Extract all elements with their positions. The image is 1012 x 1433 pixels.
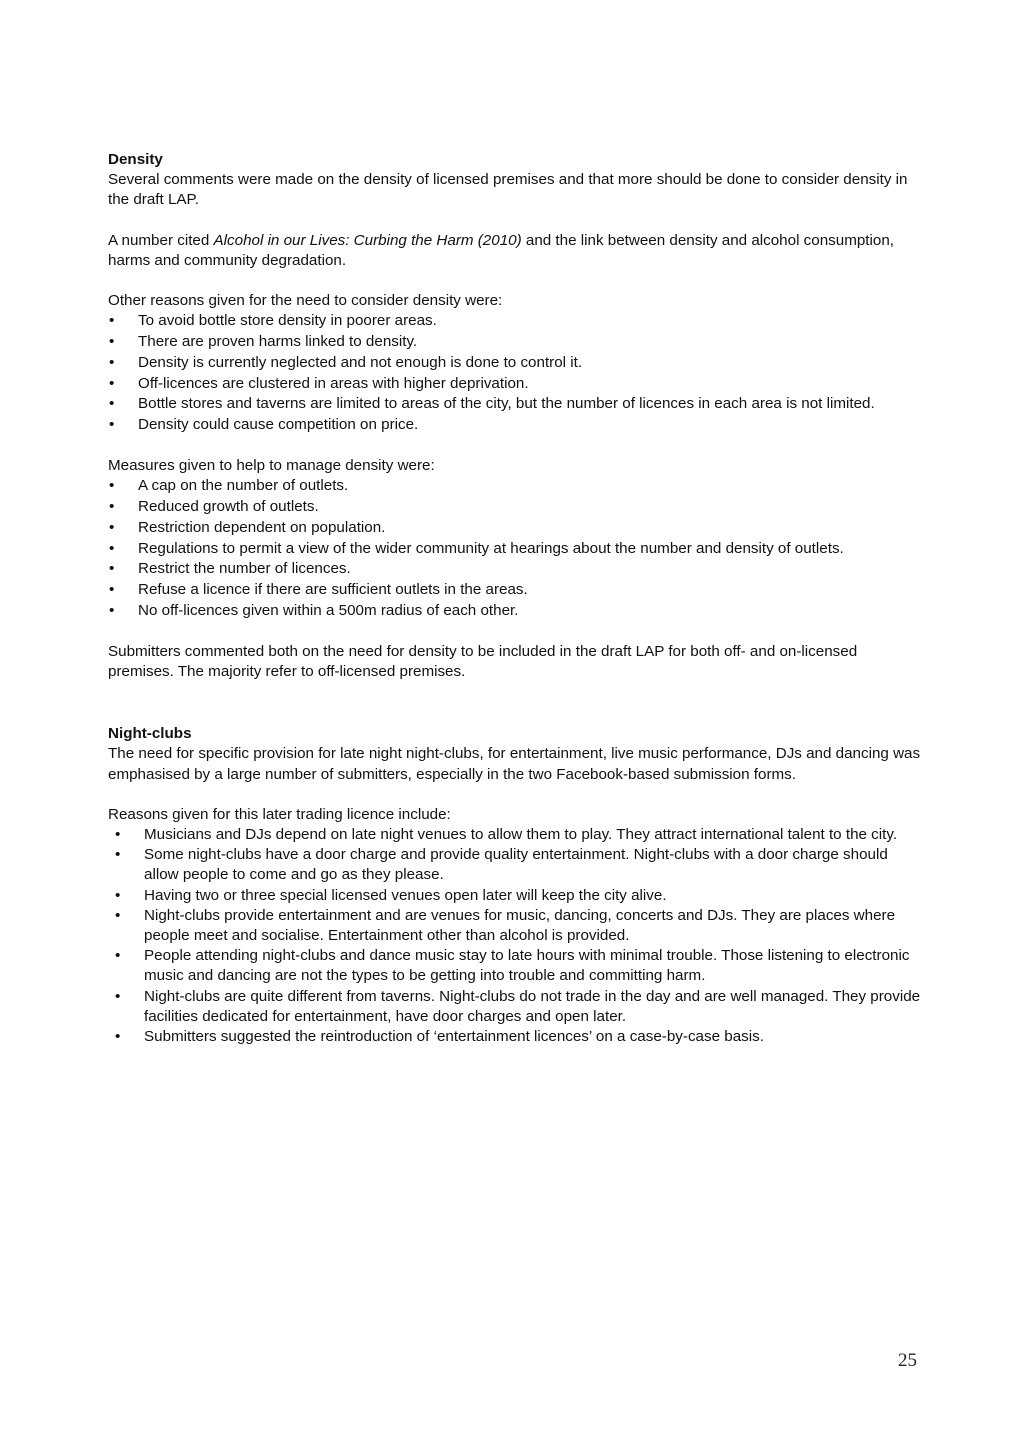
density-closing: Submitters commented both on the need for density to be included in the draft LAP for both off- and on-licensed premises. The majority refer to off-licensed premises. — [108, 642, 858, 680]
list-item: • Musicians and DJs depend on late night venues to allow them to play. They attract international talent to the city. — [108, 825, 923, 845]
list-item: • Bottle stores and taverns are limited to areas of the city, but the number of licences in each area is not limited. — [108, 394, 923, 414]
list-item: • Night-clubs provide entertainment and are venues for music, dancing, concerts and DJs. They are places where people meet and socialise. Entertainment other than alcohol is provided. — [108, 906, 923, 946]
citation-suffix: and the link between density and alcohol consumption, harms and community degradation. — [108, 231, 894, 269]
list-item: • Off-licences are clustered in areas with higher deprivation. — [108, 374, 923, 394]
citation-title: Alcohol in our Lives: Curbing the Harm (2010) — [213, 231, 522, 249]
list-item: • Restriction dependent on population. — [108, 518, 923, 538]
list-item: • Regulations to permit a view of the wider community at hearings about the number and density of outlets. — [108, 539, 923, 559]
list-item: • Having two or three special licensed venues open later will keep the city alive. — [108, 886, 923, 906]
page-number: 25 — [898, 1350, 917, 1371]
list-item: • There are proven harms linked to density. — [108, 332, 923, 352]
list-item: • Night-clubs are quite different from taverns. Night-clubs do not trade in the day and are well managed. They provide facilities dedicated for entertainment, have door charges and open later. — [108, 987, 923, 1027]
density-reasons-list — [108, 311, 923, 435]
list-item: • Density could cause competition on price. — [108, 415, 923, 435]
citation-prefix: A number cited — [108, 231, 214, 249]
density-citation — [108, 231, 923, 271]
list-item: • Reduced growth of outlets. — [108, 497, 923, 517]
list-item: • People attending night-clubs and dance music stay to late hours with minimal trouble. Those listening to electronic music and dancing are not the types to be getting into trouble and committing harm. — [108, 946, 923, 986]
nightclubs-reasons-list — [108, 825, 923, 1047]
density-reasons-intro: Other reasons given for the need to consider density were: — [108, 292, 503, 310]
density-measures-list — [108, 476, 923, 621]
list-item: • Density is currently neglected and not enough is done to control it. — [108, 353, 923, 373]
density-heading: Density — [108, 151, 163, 168]
density-measures-intro: Measures given to help to manage density were: — [108, 457, 435, 474]
list-item: • Restrict the number of licences. — [108, 559, 923, 579]
list-item: • No off-licences given within a 500m radius of each other. — [108, 601, 923, 621]
nightclubs-intro: The need for specific provision for late night night-clubs, for entertainment, live music performance, DJs and dancing was emphasised by a large number of submitters, especially in the two Facebook-based submission forms. — [108, 745, 921, 783]
density-intro: Several comments were made on the density of licensed premises and that more should be done to consider density in the draft LAP. — [108, 171, 908, 209]
document-page — [108, 150, 923, 1047]
list-item: • Refuse a licence if there are sufficient outlets in the areas. — [108, 580, 923, 600]
nightclubs-heading: Night-clubs — [108, 725, 192, 743]
list-item: • Submitters suggested the reintroduction of ‘entertainment licences’ on a case-by-case basis. — [108, 1027, 923, 1047]
list-item: • Some night-clubs have a door charge and provide quality entertainment. Night-clubs with a door charge should allow people to come and go as they please. — [108, 845, 923, 885]
list-item: • To avoid bottle store density in poorer areas. — [108, 311, 923, 331]
nightclubs-reasons-intro: Reasons given for this later trading licence include: — [108, 805, 451, 823]
list-item: • A cap on the number of outlets. — [108, 476, 923, 496]
